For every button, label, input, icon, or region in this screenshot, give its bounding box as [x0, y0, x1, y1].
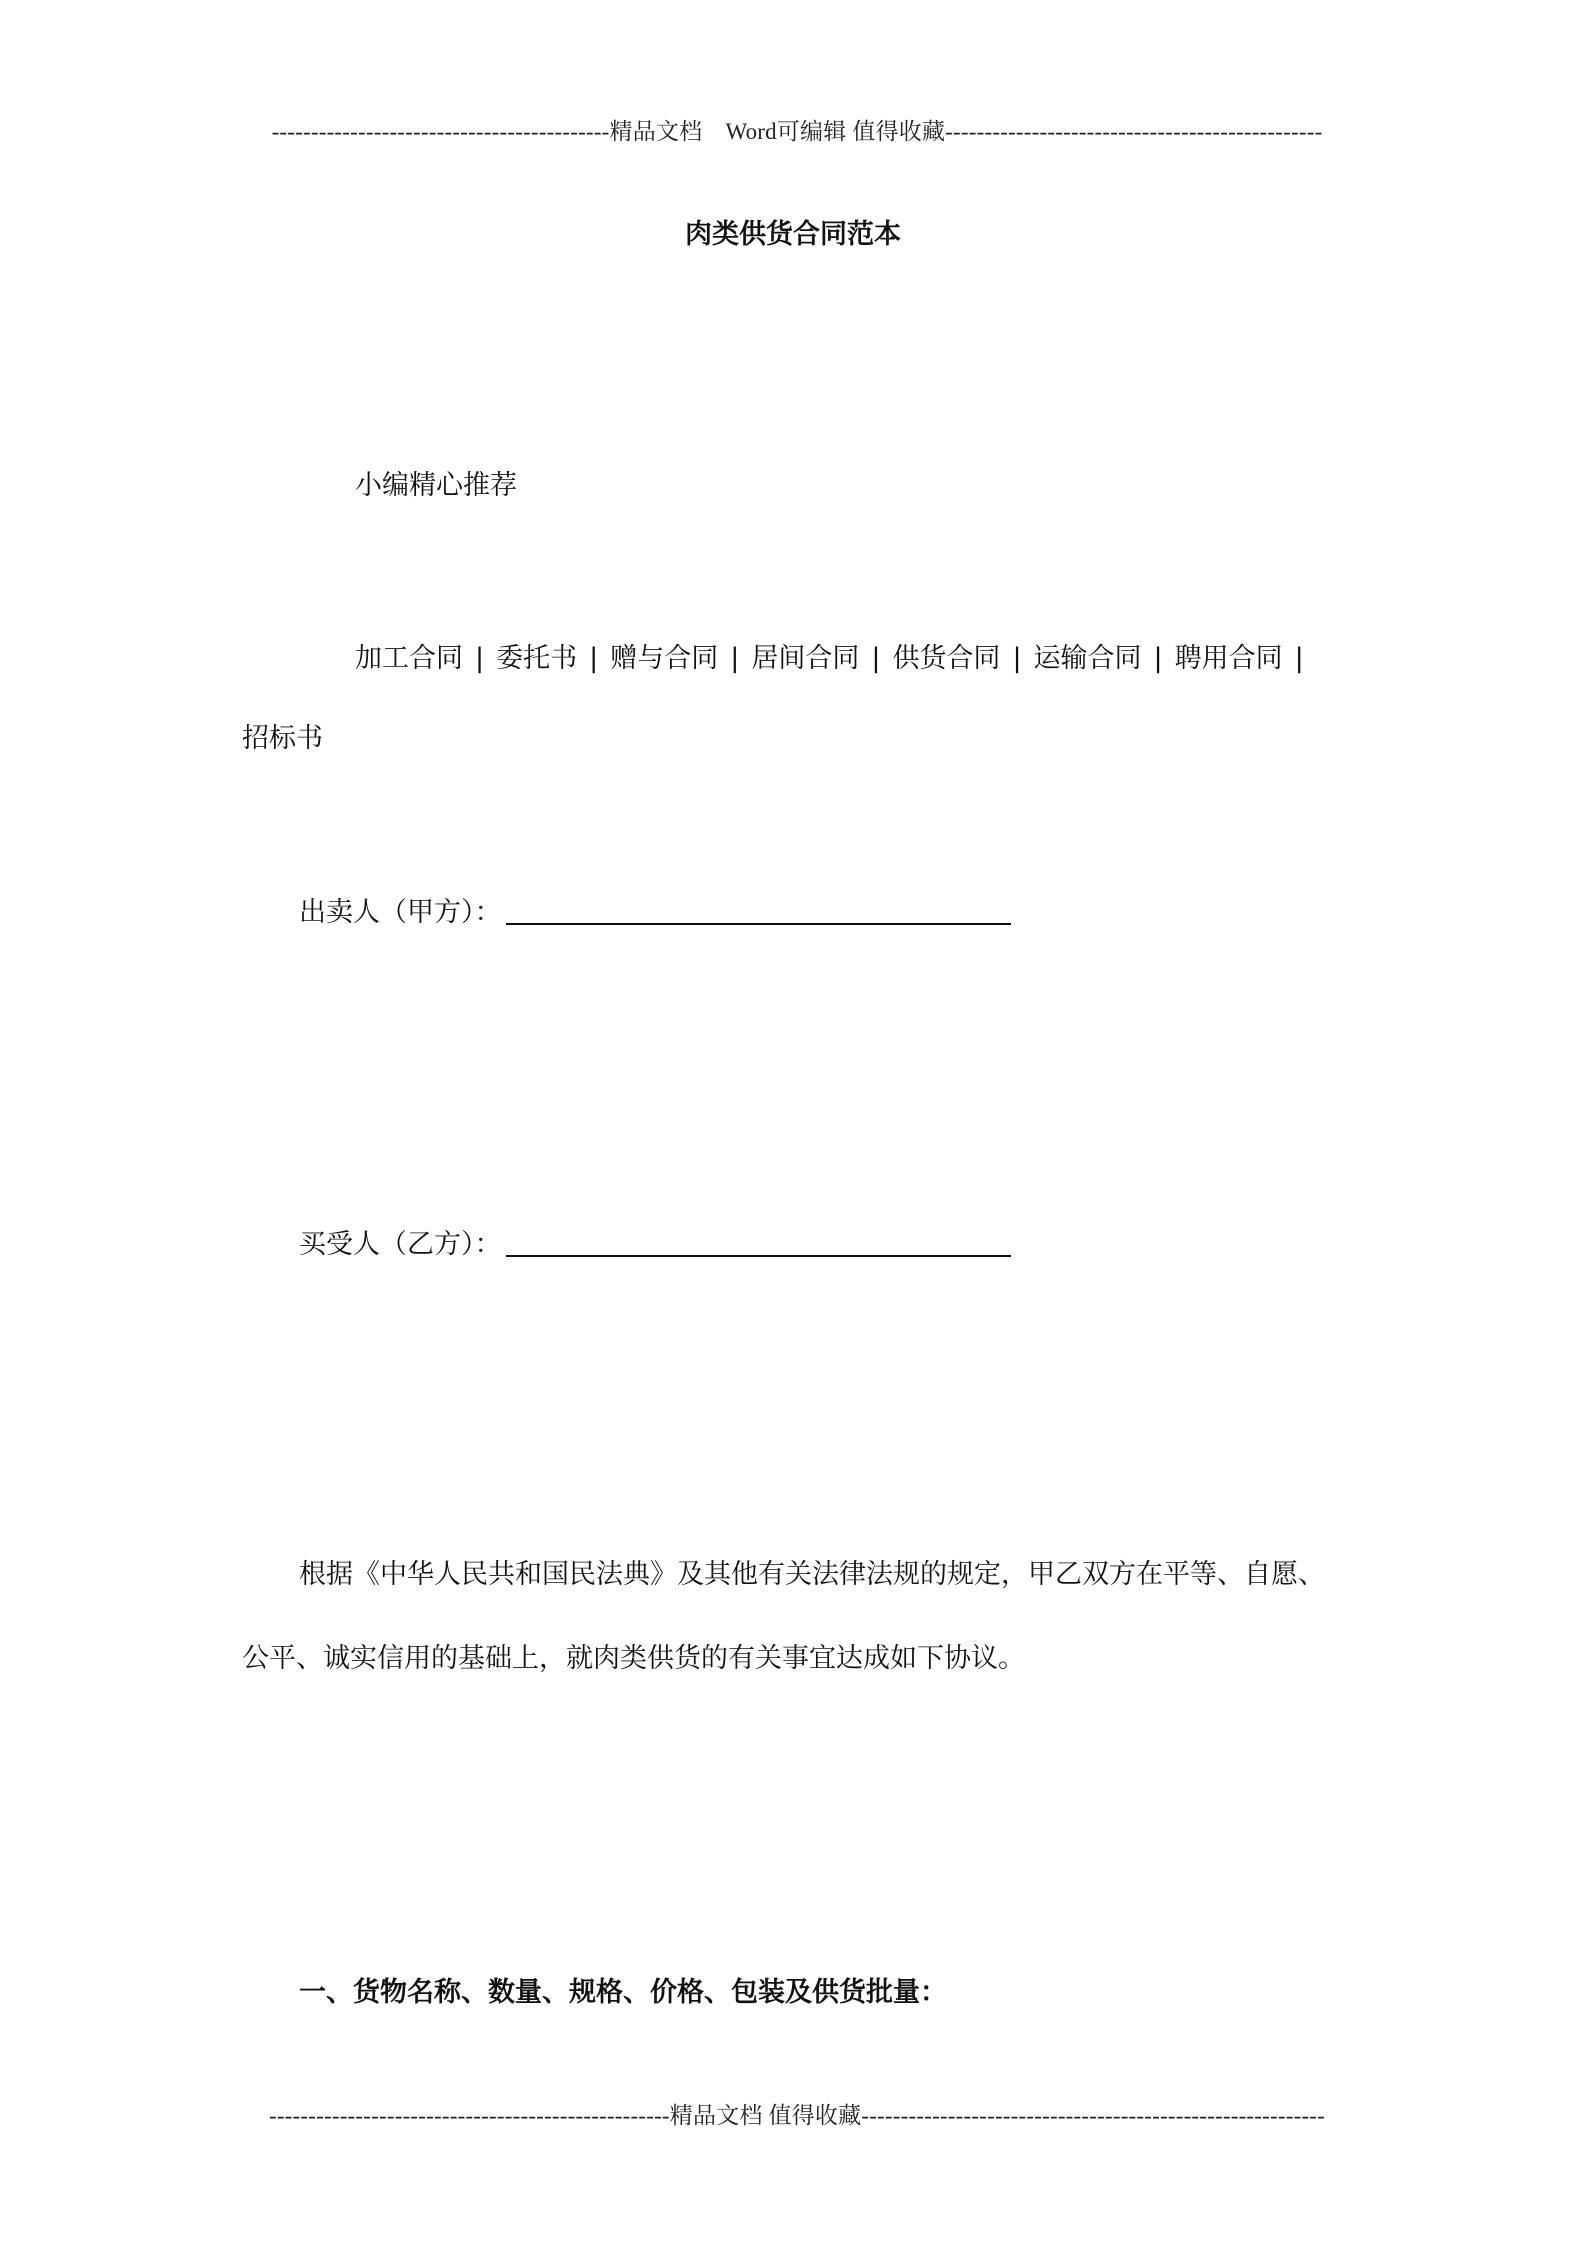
- seller-line: [299, 890, 1011, 929]
- link-separator: |: [1012, 643, 1022, 674]
- page-footer: ---------------------------------------------------精品文档 值得收藏-----------------------------------------------------------: [268, 2103, 1326, 2128]
- buyer-blank: [506, 1229, 1011, 1257]
- document-title: 肉类供货合同范本: [685, 219, 901, 250]
- basis-paragraph-line1: 根据《中华人民共和国民法典》及其他有关法律法规的规定，甲乙双方在平等、自愿、: [299, 1559, 1325, 1590]
- related-links: [355, 636, 1316, 675]
- related-links-continued: [242, 716, 323, 755]
- link-separator: |: [589, 643, 599, 674]
- seller-label: 出卖人（甲方）：: [299, 897, 502, 928]
- recommend-label: 小编精心推荐: [355, 470, 517, 501]
- link-separator: |: [730, 643, 740, 674]
- buyer-label: 买受人（乙方）：: [299, 1229, 502, 1260]
- link-brokerage-contract[interactable]: 居间合同: [751, 643, 860, 674]
- seller-blank: [506, 897, 1011, 925]
- link-separator: |: [475, 643, 485, 674]
- link-power-of-attorney[interactable]: 委托书: [496, 643, 578, 674]
- section1-heading: 一、货物名称、数量、规格、价格、包装及供货批量：: [299, 1977, 947, 2008]
- link-employment-contract[interactable]: 聘用合同: [1174, 643, 1283, 674]
- link-separator: |: [1153, 643, 1163, 674]
- buyer-line: [299, 1222, 1011, 1261]
- link-processing-contract[interactable]: 加工合同: [355, 643, 463, 674]
- page-header: -------------------------------------------精品文档 Word可编辑 值得收藏------------------------------------------------: [271, 119, 1323, 144]
- link-separator: |: [1294, 643, 1304, 674]
- basis-paragraph-line2: 公平、诚实信用的基础上，就肉类供货的有关事宜达成如下协议。: [242, 1643, 1025, 1674]
- link-tender-document[interactable]: 招标书: [242, 723, 323, 754]
- link-separator: |: [871, 643, 881, 674]
- link-transport-contract[interactable]: 运输合同: [1033, 643, 1142, 674]
- link-gift-contract[interactable]: 赠与合同: [610, 643, 719, 674]
- link-supply-contract[interactable]: 供货合同: [892, 643, 1001, 674]
